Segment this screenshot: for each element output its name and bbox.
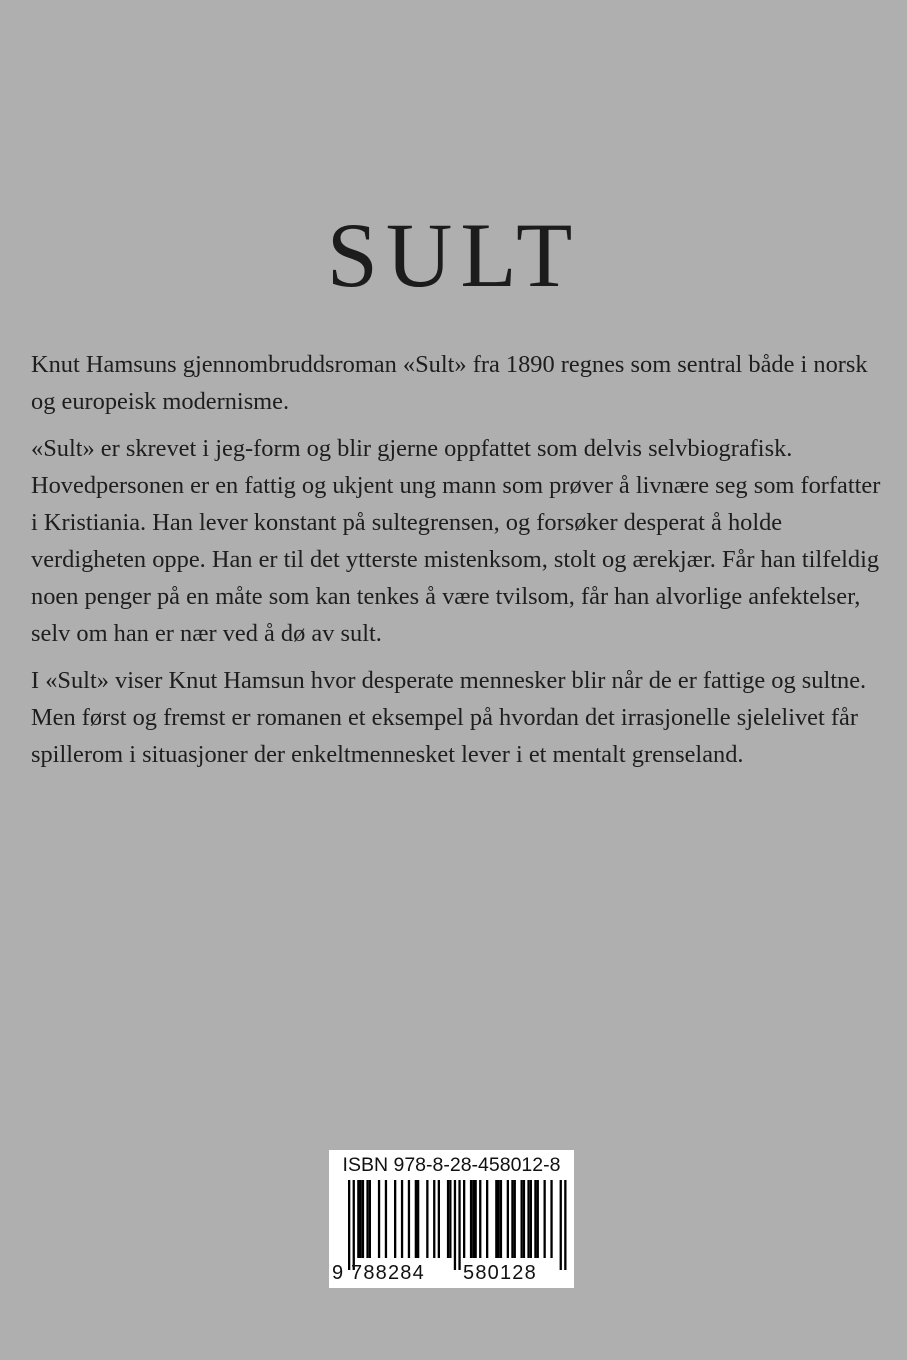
barcode-bar-11 <box>408 1180 410 1258</box>
isbn-barcode <box>329 1150 574 1288</box>
barcode-bar-31 <box>511 1180 513 1258</box>
barcode-bar-13 <box>417 1180 419 1258</box>
barcode-bar-25 <box>479 1180 481 1258</box>
barcode-bar-9 <box>394 1180 396 1258</box>
barcode-bar-1 <box>353 1180 355 1270</box>
barcode-bar-27 <box>495 1180 497 1258</box>
barcode-bar-15 <box>433 1180 435 1258</box>
barcode-bar-34 <box>523 1180 525 1258</box>
barcode-bar-20 <box>458 1180 460 1270</box>
isbn-label: ISBN 978-8-28-458012-8 <box>342 1154 561 1176</box>
barcode-bar-37 <box>534 1180 536 1258</box>
barcode-bar-21 <box>463 1180 465 1258</box>
barcode-bar-12 <box>415 1180 417 1258</box>
barcode-bar-38 <box>537 1180 539 1258</box>
barcode-bar-2 <box>357 1180 359 1258</box>
book-title: SULT <box>326 204 581 306</box>
barcode-bar-7 <box>378 1180 380 1258</box>
barcode-bar-16 <box>438 1180 440 1258</box>
barcode-bar-5 <box>366 1180 368 1258</box>
ean-right-digits: 580128 <box>463 1262 537 1284</box>
barcode-bar-0 <box>348 1180 350 1270</box>
blurb-paragraph-3: I «Sult» viser Knut Hamsun hvor desperate mennesker blir når de er fattige og sultne. Men først og fremst er romanen et eksempel på hvordan det irrasjonelle sjelelivet får spillerom i situasjoner der enkeltmennesket lever i et mentalt grenseland. <box>31 667 867 768</box>
barcode-bar-40 <box>550 1180 552 1258</box>
barcode-bar-17 <box>447 1180 449 1258</box>
barcode-bar-33 <box>521 1180 523 1258</box>
blurb-paragraph-1: Knut Hamsuns gjennombruddsroman «Sult» fra 1890 regnes som sentral både i norsk og europeisk modernisme. <box>31 351 868 415</box>
ean-first-digit: 9 <box>332 1262 345 1284</box>
blurb <box>31 346 883 783</box>
barcode-bar-26 <box>486 1180 488 1258</box>
barcode-bar-18 <box>449 1180 451 1258</box>
barcode-bar-32 <box>514 1180 516 1258</box>
barcode-bar-35 <box>527 1180 529 1258</box>
barcode-bar-28 <box>498 1180 500 1258</box>
barcode-bar-23 <box>472 1180 474 1258</box>
barcode-bar-3 <box>360 1180 362 1258</box>
barcode-bar-42 <box>564 1180 566 1270</box>
barcode-bar-19 <box>454 1180 456 1270</box>
barcode-bar-14 <box>426 1180 428 1258</box>
barcode-bar-36 <box>530 1180 532 1258</box>
barcode-bar-10 <box>401 1180 403 1258</box>
barcode-bar-24 <box>475 1180 477 1258</box>
blurb-paragraph-2: «Sult» er skrevet i jeg-form og blir gjerne oppfattet som delvis selvbiografisk. Hovedpersonen er en fattig og ukjent ung mann som prøver å livnære seg som forfatter i Kristiania. Han lever konstant på sultegrensen, og forsøker desperat å holde verdigheten oppe. Han er til det ytterste mistenksom, stolt og ærekjær. Får han tilfeldig noen penger på en måte som kan tenkes å være tvilsom, får han alvorlige anfektelser, selv om han er nær ved å dø av sult. <box>31 435 881 647</box>
barcode-bar-22 <box>470 1180 472 1258</box>
barcode-bar-29 <box>500 1180 502 1258</box>
barcode-bar-6 <box>369 1180 371 1258</box>
barcode-bar-39 <box>544 1180 546 1258</box>
barcode-bar-41 <box>560 1180 562 1270</box>
barcode-bar-30 <box>507 1180 509 1258</box>
ean-left-digits: 788284 <box>351 1262 425 1284</box>
barcode-bar-8 <box>385 1180 387 1258</box>
barcode-bar-4 <box>362 1180 364 1258</box>
